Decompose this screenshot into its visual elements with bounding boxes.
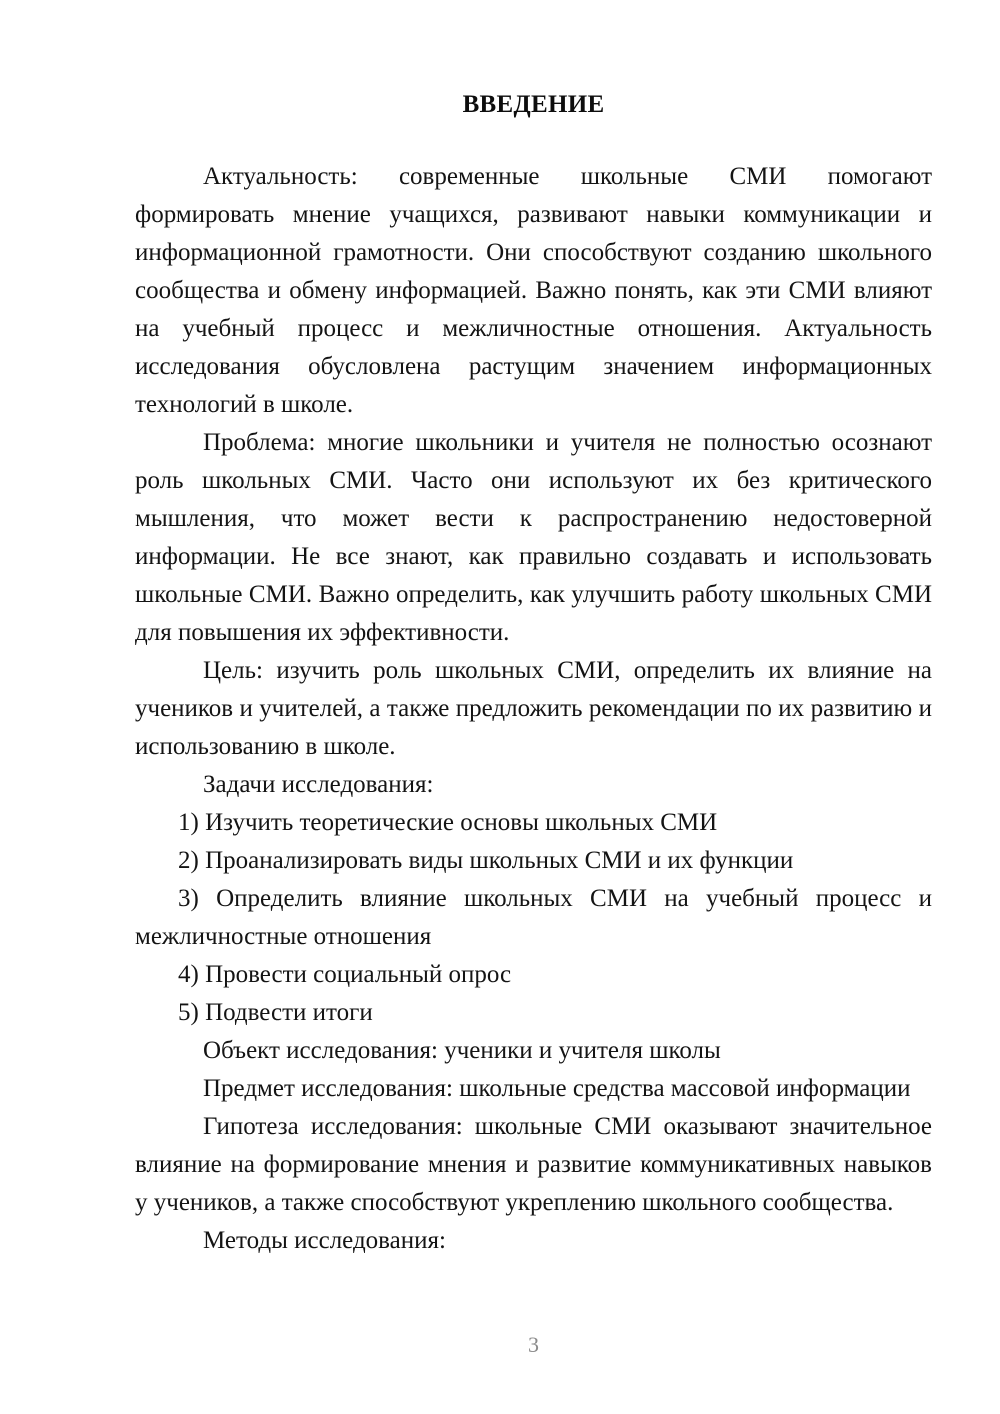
paragraph-relevance: Актуальность: современные школьные СМИ помогают формировать мнение учащихся, развивают навыки коммуникации и информационной грамотности. Они способствуют созданию школьного сообщества и обмену информацией. Важно понять, как эти СМИ влияют на учебный процесс и межличностные отношения. Актуальность исследования обусловлена растущим значением информационных технологий в школе. [135,163,932,418]
paragraph-hypothesis: Гипотеза исследования: школьные СМИ оказывают значительное влияние на формирование мнения и развитие коммуникативных навыков у учеников, а также способствуют укреплению школьного сообщества. [135,1113,932,1216]
page-title: ВВЕДЕНИЕ [462,91,605,118]
list-item: 2) Проанализировать виды школьных СМИ и их функции [178,847,794,874]
list-item: 5) Подвести итоги [178,999,373,1026]
list-item: 3) Определить влияние школьных СМИ на учебный процесс и межличностные отношения [135,885,932,950]
paragraph-goal: Цель: изучить роль школьных СМИ, определить их влияние на учеников и учителей, а также предложить рекомендации по их развитию и использованию в школе. [135,657,932,760]
tasks-heading: Задачи исследования: [203,771,434,798]
paragraph-subject: Предмет исследования: школьные средства массовой информации [203,1075,911,1102]
paragraph-problem: Проблема: многие школьники и учителя не полностью осознают роль школьных СМИ. Часто они используют их без критического мышления, что может вести к распространению недостоверной информации. Не все знают, как правильно создавать и использовать школьные СМИ. Важно определить, как улучшить работу школьных СМИ для повышения их эффективности. [135,429,932,646]
methods-heading: Методы исследования: [203,1227,446,1254]
list-item: 1) Изучить теоретические основы школьных СМИ [178,809,718,836]
document-content [135,86,932,1260]
list-item: 4) Провести социальный опрос [178,961,512,988]
page-number: 3 [528,1332,539,1357]
paragraph-object: Объект исследования: ученики и учителя школы [203,1037,721,1064]
